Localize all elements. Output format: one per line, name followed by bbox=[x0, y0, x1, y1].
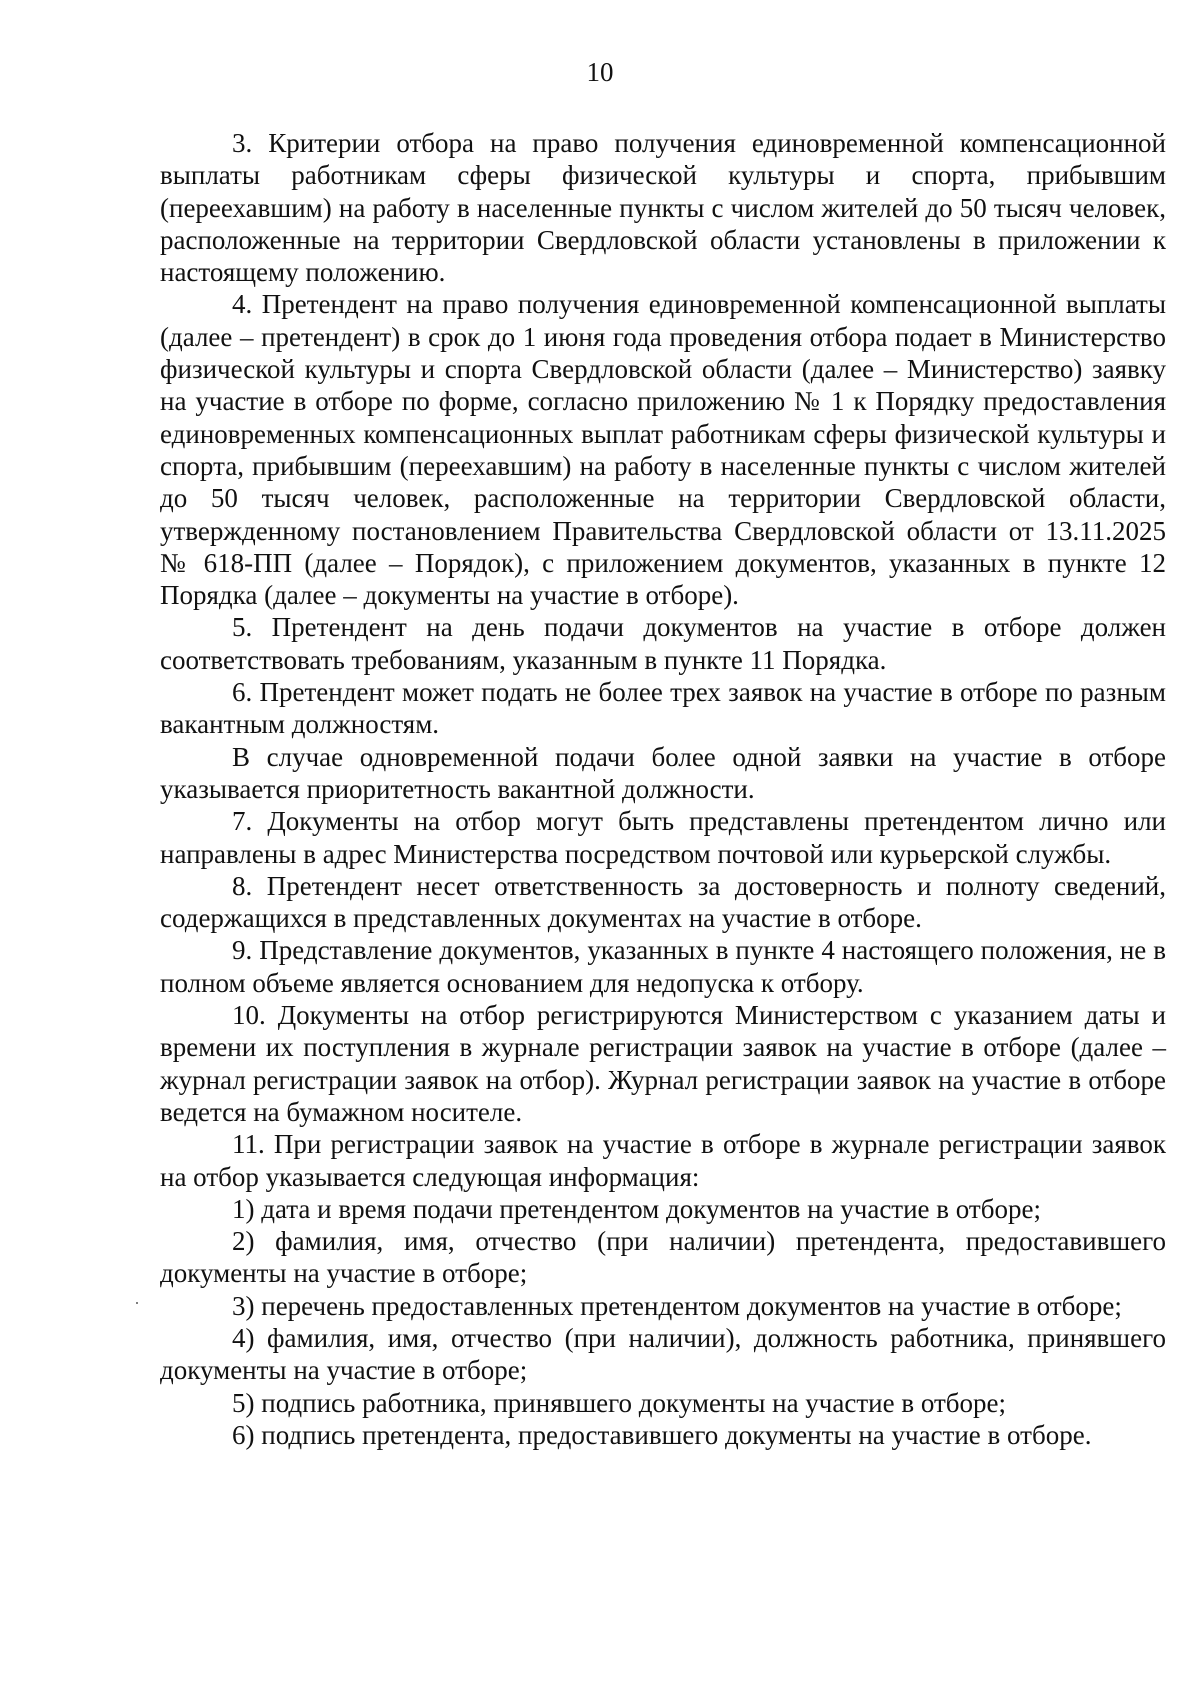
list-item-5: 5) подпись работника, принявшего документы на участие в отборе; bbox=[232, 1387, 1006, 1418]
paragraph-3: 3. Критерии отбора на право получения единовременной компенсационной выплаты работникам сферы физической культуры и спорта, прибывшим (переехавшим) на работу в населенные пункты с числом жителей до 50 тысяч человек, расположенные на территории Свердловской области установлены в приложении к настоящему положению. bbox=[160, 128, 1166, 288]
paragraph-7: 7. Документы на отбор могут быть представлены претендентом лично или направлены в адрес Министерства посредством почтовой или курьерской службы. bbox=[160, 806, 1166, 869]
paragraph-11: 11. При регистрации заявок на участие в отборе в журнале регистрации заявок на отбор указывается следующая информация: bbox=[160, 1129, 1166, 1192]
list-item-2: 2) фамилия, имя, отчество (при наличии) претендента, предоставившего документы на участие в отборе; bbox=[160, 1226, 1166, 1289]
list-item-4: 4) фамилия, имя, отчество (при наличии), должность работника, принявшего документы на участие в отборе; bbox=[160, 1322, 1166, 1386]
paragraph-4: 4. Претендент на право получения единовременной компенсационной выплаты (далее – претендент) в срок до 1 июня года проведения отбора подает в Министерство физической культуры и спорта Свердловской области (далее – Министерство) заявку на участие в отборе по форме, согласно приложению № 1 к Порядку предоставления единовременных компенсационных выплат работникам сферы физической культуры и спорта, прибывшим (переехавшим) на работу в населенные пункты с числом жителей до 50 тысяч человек, расположенные на территории Свердловской области, утвержденному постановлением Правительства Свердловской области от 13.11.2025 № 618-ПП (далее – Порядок), с приложением документов, указанных в пункте 12 Порядка (далее – документы на участие в отборе). bbox=[160, 289, 1166, 611]
list-item-6: 6) подпись претендента, предоставившего документы на участие в отборе. bbox=[232, 1419, 1092, 1450]
paragraph-5: 5. Претендент на день подачи документов на участие в отборе должен соответствовать требованиям, указанным в пункте 11 Порядка. bbox=[160, 612, 1166, 675]
document-body bbox=[160, 127, 1166, 1451]
page-number: 10 bbox=[586, 57, 614, 87]
list-item-1: 1) дата и время подачи претендентом документов на участие в отборе; bbox=[232, 1193, 1041, 1224]
paragraph-6: 6. Претендент может подать не более трех заявок на участие в отборе по разным вакантным должностям. bbox=[160, 677, 1166, 740]
paragraph-10: 10. Документы на отбор регистрируются Министерством с указанием даты и времени их поступления в журнале регистрации заявок на участие в отборе (далее – журнал регистрации заявок на отбор). Журнал регистрации заявок на участие в отборе ведется на бумажном носителе. bbox=[160, 1000, 1166, 1127]
paragraph-6-priority: В случае одновременной подачи более одной заявки на участие в отборе указывается приоритетность вакантной должности. bbox=[160, 741, 1166, 804]
scan-speck bbox=[136, 1302, 138, 1304]
paragraph-8: 8. Претендент несет ответственность за достоверность и полноту сведений, содержащихся в представленных документах на участие в отборе. bbox=[160, 870, 1166, 934]
paragraph-9: 9. Представление документов, указанных в пункте 4 настоящего положения, не в полном объеме является основанием для недопуска к отбору. bbox=[160, 935, 1166, 998]
list-item-3: 3) перечень предоставленных претендентом документов на участие в отборе; bbox=[232, 1290, 1122, 1321]
